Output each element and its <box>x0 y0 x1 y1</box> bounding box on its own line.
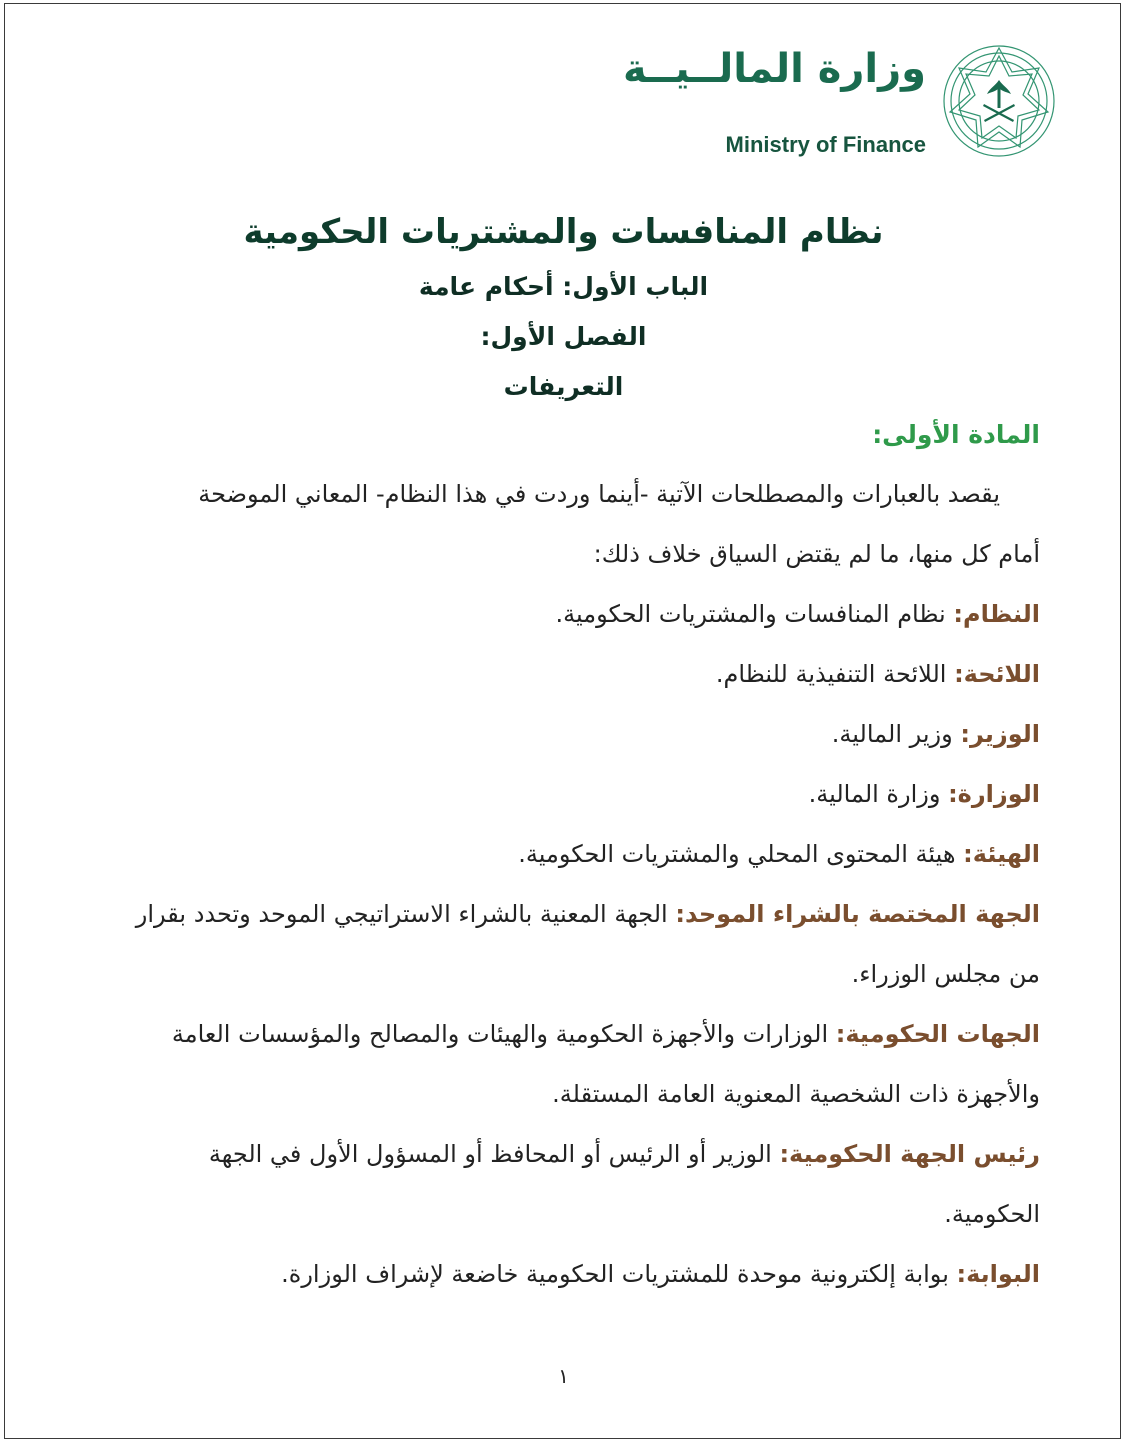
term: رئيس الجهة الحكومية: <box>779 1140 1040 1168</box>
definition: الوزير أو الرئيس أو المحافظ أو المسؤول الأول في الجهة <box>208 1140 780 1168</box>
term: الجهة المختصة بالشراء الموحد: <box>675 900 1040 928</box>
article-heading: المادة الأولى: <box>872 420 1040 449</box>
definition-continuation: من مجلس الوزراء. <box>851 960 1040 988</box>
term: الهيئة: <box>963 840 1040 868</box>
term: الوزارة: <box>948 780 1040 808</box>
intro-line-1: يقصد بالعبارات والمصطلحات الآتية -أينما وردت في هذا النظام- المعاني الموضحة <box>198 480 1000 508</box>
page-number: ١ <box>558 1364 569 1388</box>
definition: وزارة المالية. <box>808 780 949 808</box>
definition: اللائحة التنفيذية للنظام. <box>715 660 955 688</box>
term: اللائحة: <box>954 660 1040 688</box>
logo-english-text: Ministry of Finance <box>725 132 926 157</box>
definition-ministry <box>80 780 1040 808</box>
definition-authority <box>80 840 1040 868</box>
saudi-emblem-icon <box>940 42 1058 160</box>
definition: الجهة المعنية بالشراء الاستراتيجي الموحد وتحدد بقرار <box>135 900 676 928</box>
term: الجهات الحكومية: <box>835 1020 1040 1048</box>
definition: نظام المنافسات والمشتريات الحكومية. <box>555 600 954 628</box>
definition: بوابة إلكترونية موحدة للمشتريات الحكومية خاضعة لإشراف الوزارة. <box>281 1260 957 1288</box>
document-page <box>4 3 1121 1439</box>
term: النظام: <box>953 600 1040 628</box>
chapter-heading: الباب الأول: أحكام عامة <box>418 272 709 301</box>
document-title: نظام المنافسات والمشتريات الحكومية <box>243 212 884 252</box>
definition-entity-head <box>80 1140 1040 1168</box>
definition-minister <box>80 720 1040 748</box>
definition-continuation: الحكومية. <box>944 1200 1040 1228</box>
definition-regulation <box>80 660 1040 688</box>
definition: وزير المالية. <box>831 720 961 748</box>
definition: الوزارات والأجهزة الحكومية والهيئات والمصالح والمؤسسات العامة <box>171 1020 836 1048</box>
ministry-logo <box>622 42 1058 164</box>
definition: هيئة المحتوى المحلي والمشتريات الحكومية. <box>518 840 964 868</box>
term: البوابة: <box>956 1260 1040 1288</box>
definitions-heading: التعريفات <box>503 372 624 401</box>
logo-arabic-text: وزارة المالــيــة <box>622 46 926 92</box>
definition-government-entities <box>80 1020 1040 1048</box>
section-heading: الفصل الأول: <box>480 322 647 351</box>
definition-unified-procurement <box>80 900 1040 928</box>
definition-portal <box>80 1260 1040 1288</box>
definition-continuation: والأجهزة ذات الشخصية المعنوية العامة المستقلة. <box>552 1080 1040 1108</box>
term: الوزير: <box>960 720 1040 748</box>
intro-line-2: أمام كل منها، ما لم يقتض السياق خلاف ذلك: <box>593 540 1040 568</box>
definition-system <box>80 600 1040 628</box>
